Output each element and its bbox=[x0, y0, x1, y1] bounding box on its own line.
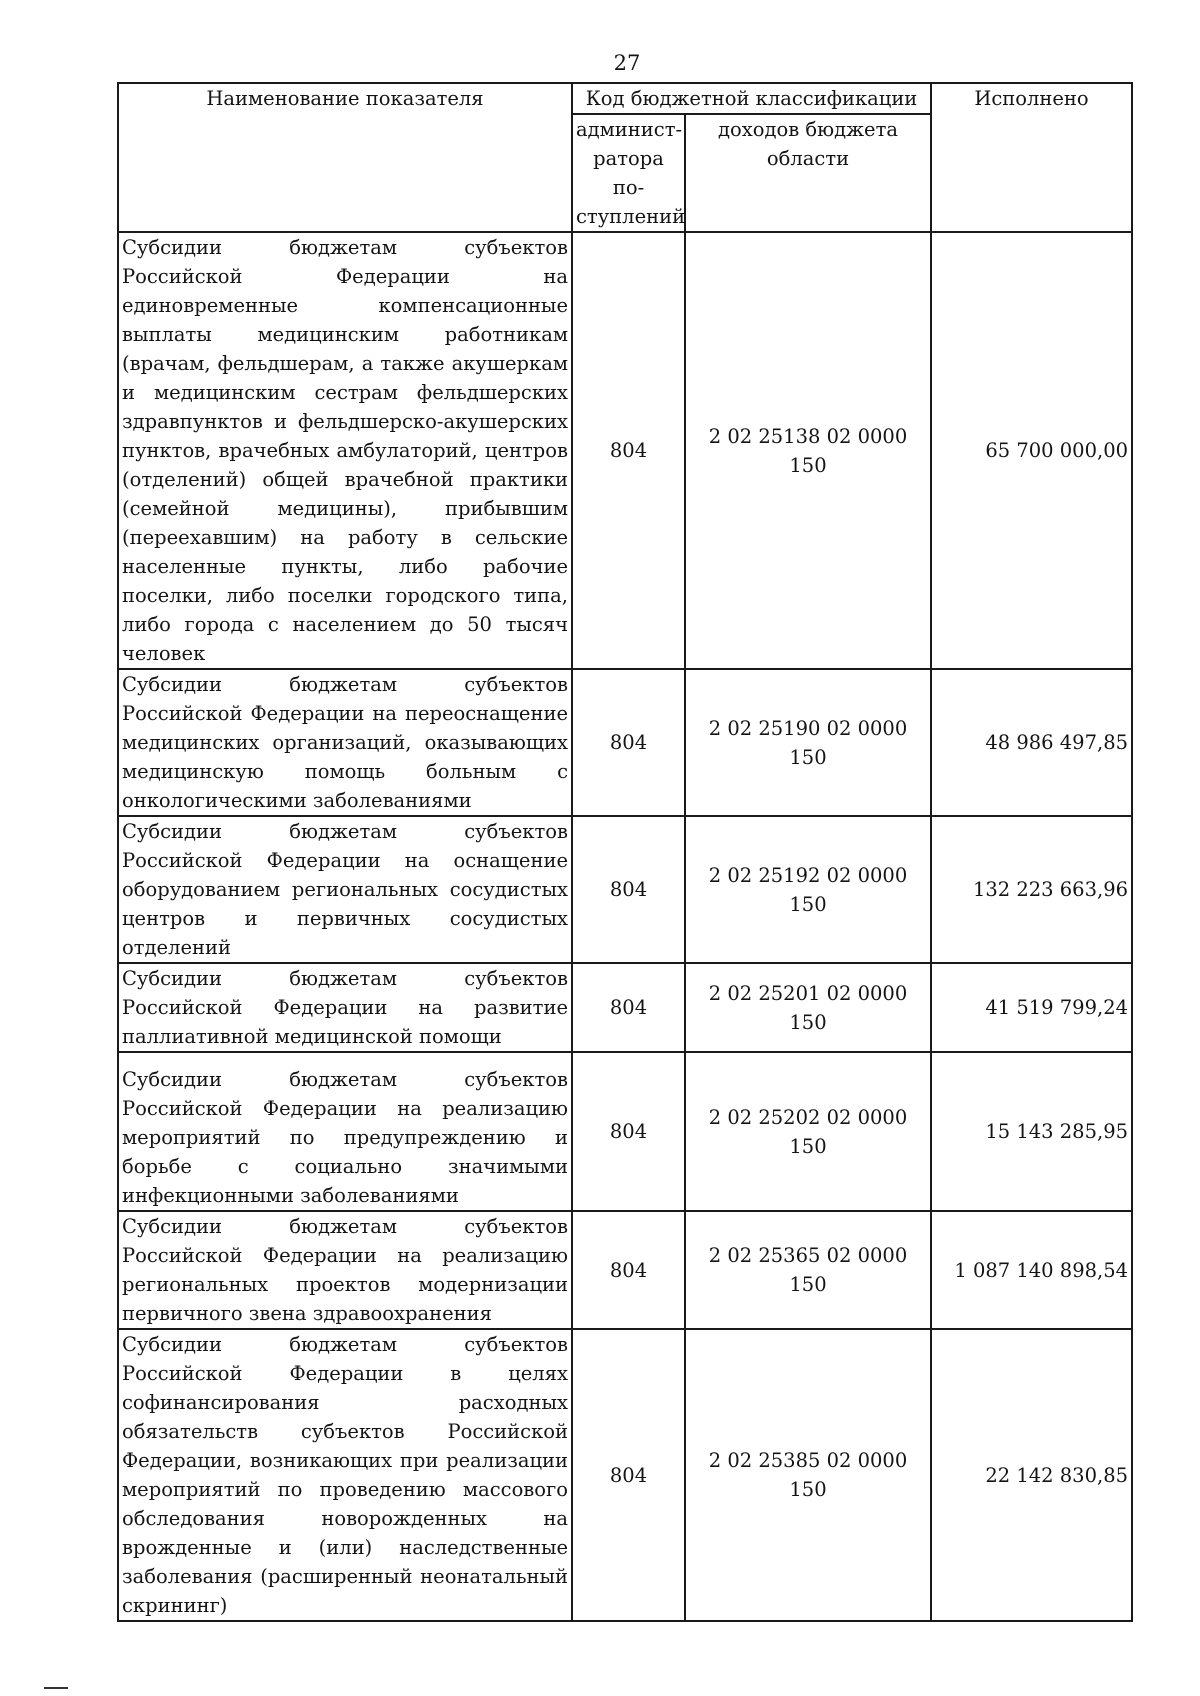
header-budget-income-line: доходов бюджета bbox=[717, 118, 899, 141]
row-executed-amount: 65 700 000,00 bbox=[931, 232, 1132, 669]
row-budget-classification-code: 2 02 25385 02 0000 150 bbox=[685, 1329, 931, 1621]
header-budget-classification-code: Код бюджетной классификации bbox=[572, 83, 931, 114]
header-administrator-line: ратора по- bbox=[593, 147, 664, 199]
row-executed-amount: 48 986 497,85 bbox=[931, 669, 1132, 816]
header-executed: Исполнено bbox=[931, 83, 1132, 232]
header-indicator-name: Наименование показателя bbox=[118, 83, 572, 232]
row-executed-amount: 15 143 285,95 bbox=[931, 1052, 1132, 1211]
table-row bbox=[118, 963, 1132, 1052]
row-administrator-code: 804 bbox=[572, 1211, 685, 1329]
header-budget-income-line: области bbox=[766, 147, 850, 170]
table-body bbox=[118, 232, 1132, 1621]
row-executed-amount: 1 087 140 898,54 bbox=[931, 1211, 1132, 1329]
row-description: Субсидии бюджетам субъектов Российской Федерации на оснащение оборудованием региональных сосудистых центров и первичных сосудистых отделений bbox=[118, 816, 572, 963]
row-budget-classification-code: 2 02 25138 02 0000 150 bbox=[685, 232, 931, 669]
row-administrator-code: 804 bbox=[572, 1052, 685, 1211]
table-row bbox=[118, 1329, 1132, 1621]
table-row bbox=[118, 816, 1132, 963]
page-number: 27 bbox=[613, 51, 641, 75]
row-administrator-code: 804 bbox=[572, 232, 685, 669]
header-administrator-line: ступлений bbox=[576, 205, 686, 228]
row-description: Субсидии бюджетам субъектов Российской Федерации в целях софинансирования расходных обязательств субъектов Российской Федерации, возникающих при реализации мероприятий по проведению массового обследования новорожденных на врожденные и (или) наследственные заболевания (расширенный неонатальный скрининг) bbox=[118, 1329, 572, 1621]
row-description: Субсидии бюджетам субъектов Российской Федерации на развитие паллиативной медицинской помощи bbox=[118, 963, 572, 1052]
row-administrator-code: 804 bbox=[572, 816, 685, 963]
header-administrator-line: админист- bbox=[576, 118, 683, 141]
row-description: Субсидии бюджетам субъектов Российской Федерации на реализацию мероприятий по предупреждению и борьбе с социально значимыми инфекционными заболеваниями bbox=[118, 1052, 572, 1211]
table-row bbox=[118, 232, 1132, 669]
row-description: Субсидии бюджетам субъектов Российской Федерации на реализацию региональных проектов модернизации первичного звена здравоохранения bbox=[118, 1211, 572, 1329]
row-budget-classification-code: 2 02 25365 02 0000 150 bbox=[685, 1211, 931, 1329]
row-executed-amount: 41 519 799,24 bbox=[931, 963, 1132, 1052]
header-row-top bbox=[118, 83, 1132, 114]
row-administrator-code: 804 bbox=[572, 1329, 685, 1621]
row-budget-classification-code: 2 02 25202 02 0000 150 bbox=[685, 1052, 931, 1211]
table-row bbox=[118, 1211, 1132, 1329]
row-description: Субсидии бюджетам субъектов Российской Федерации на переоснащение медицинских организаций, оказывающих медицинскую помощь больным с онкологическими заболеваниями bbox=[118, 669, 572, 816]
row-administrator-code: 804 bbox=[572, 963, 685, 1052]
budget-revenue-table bbox=[117, 82, 1133, 1622]
table-row bbox=[118, 669, 1132, 816]
table-row bbox=[118, 1052, 1132, 1211]
row-budget-classification-code: 2 02 25192 02 0000 150 bbox=[685, 816, 931, 963]
row-budget-classification-code: 2 02 25201 02 0000 150 bbox=[685, 963, 931, 1052]
row-executed-amount: 132 223 663,96 bbox=[931, 816, 1132, 963]
header-administrator bbox=[572, 114, 685, 232]
row-budget-classification-code: 2 02 25190 02 0000 150 bbox=[685, 669, 931, 816]
table-header bbox=[118, 83, 1132, 232]
row-description: Субсидии бюджетам субъектов Российской Федерации на единовременные компенсационные выплаты медицинским работникам (врачам, фельдшерам, а также акушеркам и медицинским сестрам фельдшерских здравпунктов и фельдшерско-акушерских пунктов, врачебных амбулаторий, центров (отделений) общей врачебной практики (семейной медицины), прибывшим (переехавшим) на работу в сельские населенные пункты, либо рабочие поселки, либо поселки городского типа, либо города с населением до 50 тысяч человек bbox=[118, 232, 572, 669]
page-edge-mark bbox=[44, 1687, 68, 1689]
row-executed-amount: 22 142 830,85 bbox=[931, 1329, 1132, 1621]
row-administrator-code: 804 bbox=[572, 669, 685, 816]
header-budget-income bbox=[685, 114, 931, 232]
